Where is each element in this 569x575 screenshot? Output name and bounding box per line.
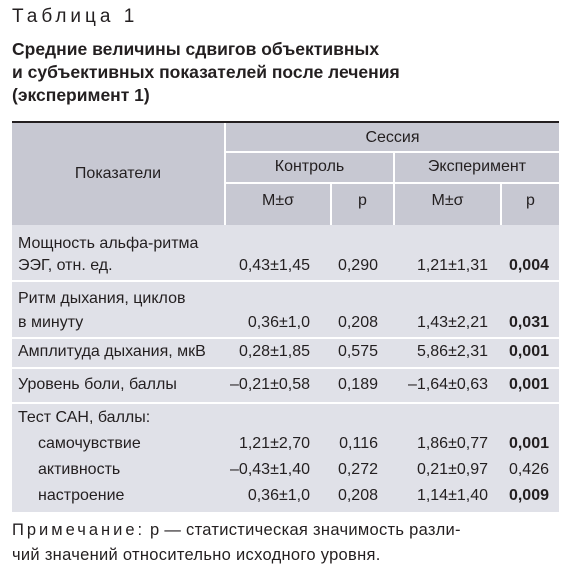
table-caption: Таблица 1 <box>12 6 139 27</box>
table-title <box>12 38 552 107</box>
data-table <box>12 121 559 512</box>
cell-control-p: 0,290 <box>337 257 378 274</box>
header-session: Сессия <box>365 129 420 146</box>
cell-control-ms: 0,36±1,0 <box>247 487 310 504</box>
cell-experiment-p: 0,001 <box>508 343 549 360</box>
header-indicators: Показатели <box>74 165 162 182</box>
note-label: Примечание: <box>12 521 146 539</box>
header-experiment-p: p <box>526 192 535 209</box>
header-divider <box>226 182 559 184</box>
cell-experiment-ms: 1,21±1,31 <box>416 257 488 274</box>
header-experiment: Эксперимент <box>427 158 527 175</box>
table-title-line: и субъективных показателей после лечения <box>12 62 400 82</box>
header-control: Контроль <box>274 158 345 175</box>
row-label: Амплитуда дыхания, мкВ <box>18 343 206 360</box>
cell-experiment-ms: 1,43±2,21 <box>416 314 488 331</box>
cell-experiment-ms: 1,14±1,40 <box>416 487 488 504</box>
header-experiment-ms: M±σ <box>431 192 464 209</box>
cell-control-ms: –0,43±1,40 <box>230 461 310 478</box>
row-sublabel: активность <box>38 461 121 478</box>
row-label: Уровень боли, баллы <box>18 376 177 393</box>
cell-experiment-p: 0,031 <box>508 314 549 331</box>
header-control-p: p <box>358 192 367 209</box>
cell-experiment-ms: 1,86±0,77 <box>416 435 488 452</box>
row-group-label: Тест САН, баллы: <box>18 409 151 426</box>
cell-experiment-ms: 0,21±0,97 <box>416 461 488 478</box>
cell-experiment-p: 0,004 <box>508 257 549 274</box>
cell-experiment-p: 0,001 <box>508 435 549 452</box>
cell-experiment-p: 0,009 <box>508 487 549 504</box>
header-control-ms: M±σ <box>262 192 294 209</box>
table-title-line: (эксперимент 1) <box>12 85 150 105</box>
cell-control-p: 0,272 <box>337 461 378 478</box>
cell-control-ms: –0,21±0,58 <box>230 376 310 393</box>
cell-experiment-ms: 5,86±2,31 <box>416 343 488 360</box>
row-label: ЭЭГ, отн. ед. <box>18 257 113 274</box>
cell-control-p: 0,208 <box>337 314 378 331</box>
cell-experiment-p: 0,001 <box>508 376 549 393</box>
cell-control-ms: 0,43±1,45 <box>238 257 310 274</box>
cell-control-ms: 0,36±1,0 <box>247 314 310 331</box>
row-label: в минуту <box>18 314 84 331</box>
cell-experiment-ms: –1,64±0,63 <box>408 376 488 393</box>
row-sublabel: настроение <box>38 487 125 504</box>
cell-control-p: 0,116 <box>339 435 378 452</box>
cell-control-ms: 1,21±2,70 <box>238 435 310 452</box>
row-sublabel: самочувствие <box>38 435 141 452</box>
table-note <box>12 518 559 568</box>
note-text: p — статистическая значимость разли- <box>145 521 461 539</box>
cell-control-p: 0,575 <box>337 343 378 360</box>
note-text: чий значений относительно исходного уровня. <box>12 546 381 564</box>
row-label: Мощность альфа-ритма <box>18 235 199 252</box>
row-label: Ритм дыхания, циклов <box>18 290 186 307</box>
cell-control-p: 0,208 <box>337 487 378 504</box>
cell-experiment-p: 0,426 <box>508 461 549 478</box>
cell-control-ms: 0,28±1,85 <box>238 343 310 360</box>
table-title-line: Средние величины сдвигов объективных <box>12 39 380 59</box>
cell-control-p: 0,189 <box>337 376 378 393</box>
